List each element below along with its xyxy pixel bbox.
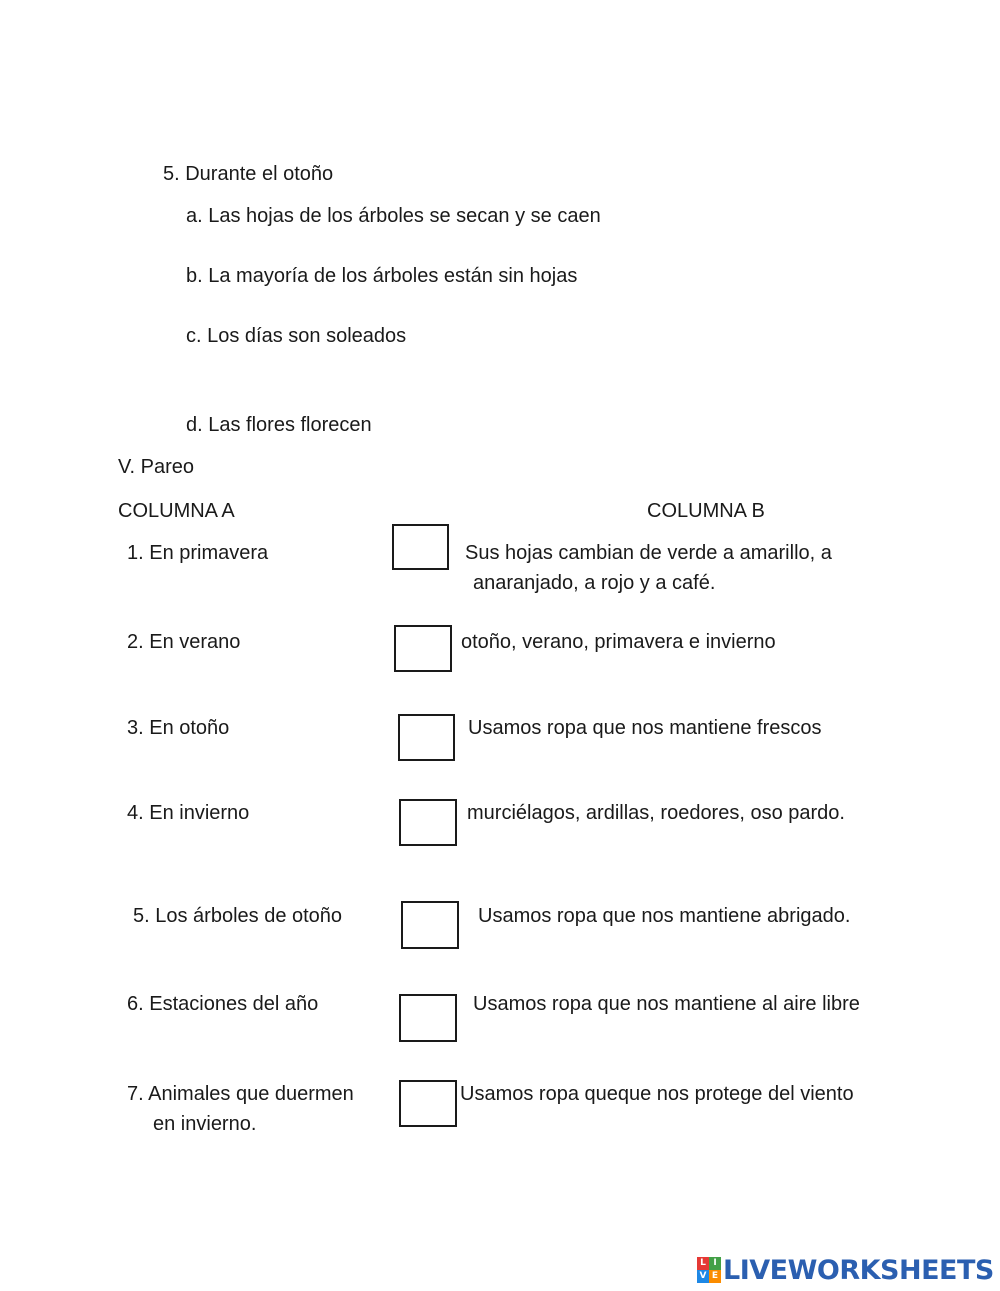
- column-b-item-4: murciélagos, ardillas, roedores, oso pardo.: [467, 802, 845, 824]
- column-a-item-6: 6. Estaciones del año: [127, 993, 319, 1015]
- column-a-item-4: 4. En invierno: [127, 802, 250, 824]
- column-a-item-2: 2. En verano: [127, 631, 241, 653]
- option-b[interactable]: b. La mayoría de los árboles están sin hojas: [186, 265, 578, 287]
- column-a-item-7: 7. Animales que duermen: [127, 1083, 354, 1105]
- section-title: V. Pareo: [118, 456, 194, 478]
- column-b-header: COLUMNA B: [647, 500, 765, 522]
- logo-text: LIVEWORKSHEETS: [723, 1254, 994, 1286]
- answer-box-7[interactable]: [399, 1080, 457, 1127]
- column-a-item-1: 1. En primavera: [127, 542, 269, 564]
- logo-mark-icon: L I V E: [697, 1257, 721, 1283]
- column-a-item-7-continued: en invierno.: [153, 1113, 257, 1135]
- liveworksheets-logo: [697, 1253, 994, 1287]
- answer-box-4[interactable]: [399, 799, 457, 846]
- answer-box-2[interactable]: [394, 625, 452, 672]
- column-b-item-7: Usamos ropa queque nos protege del viento: [460, 1083, 854, 1105]
- column-b-item-1-continued: anaranjado, a rojo y a café.: [473, 572, 716, 594]
- answer-box-3[interactable]: [398, 714, 455, 761]
- column-b-item-3: Usamos ropa que nos mantiene frescos: [468, 717, 822, 739]
- option-a[interactable]: a. Las hojas de los árboles se secan y se caen: [186, 205, 601, 227]
- option-c[interactable]: c. Los días son soleados: [186, 325, 407, 347]
- question-5-title: 5. Durante el otoño: [163, 163, 334, 185]
- column-b-item-6: Usamos ropa que nos mantiene al aire libre: [473, 993, 860, 1015]
- column-b-item-1: Sus hojas cambian de verde a amarillo, a: [465, 542, 832, 564]
- answer-box-1[interactable]: [392, 524, 449, 570]
- option-d[interactable]: d. Las flores florecen: [186, 414, 372, 436]
- column-a-header: COLUMNA A: [118, 500, 235, 522]
- column-a-item-5: 5. Los árboles de otoño: [133, 905, 343, 927]
- answer-box-6[interactable]: [399, 994, 457, 1042]
- column-b-item-2: otoño, verano, primavera e invierno: [461, 631, 776, 653]
- answer-box-5[interactable]: [401, 901, 459, 949]
- column-a-item-3: 3. En otoño: [127, 717, 230, 739]
- column-b-item-5: Usamos ropa que nos mantiene abrigado.: [478, 905, 851, 927]
